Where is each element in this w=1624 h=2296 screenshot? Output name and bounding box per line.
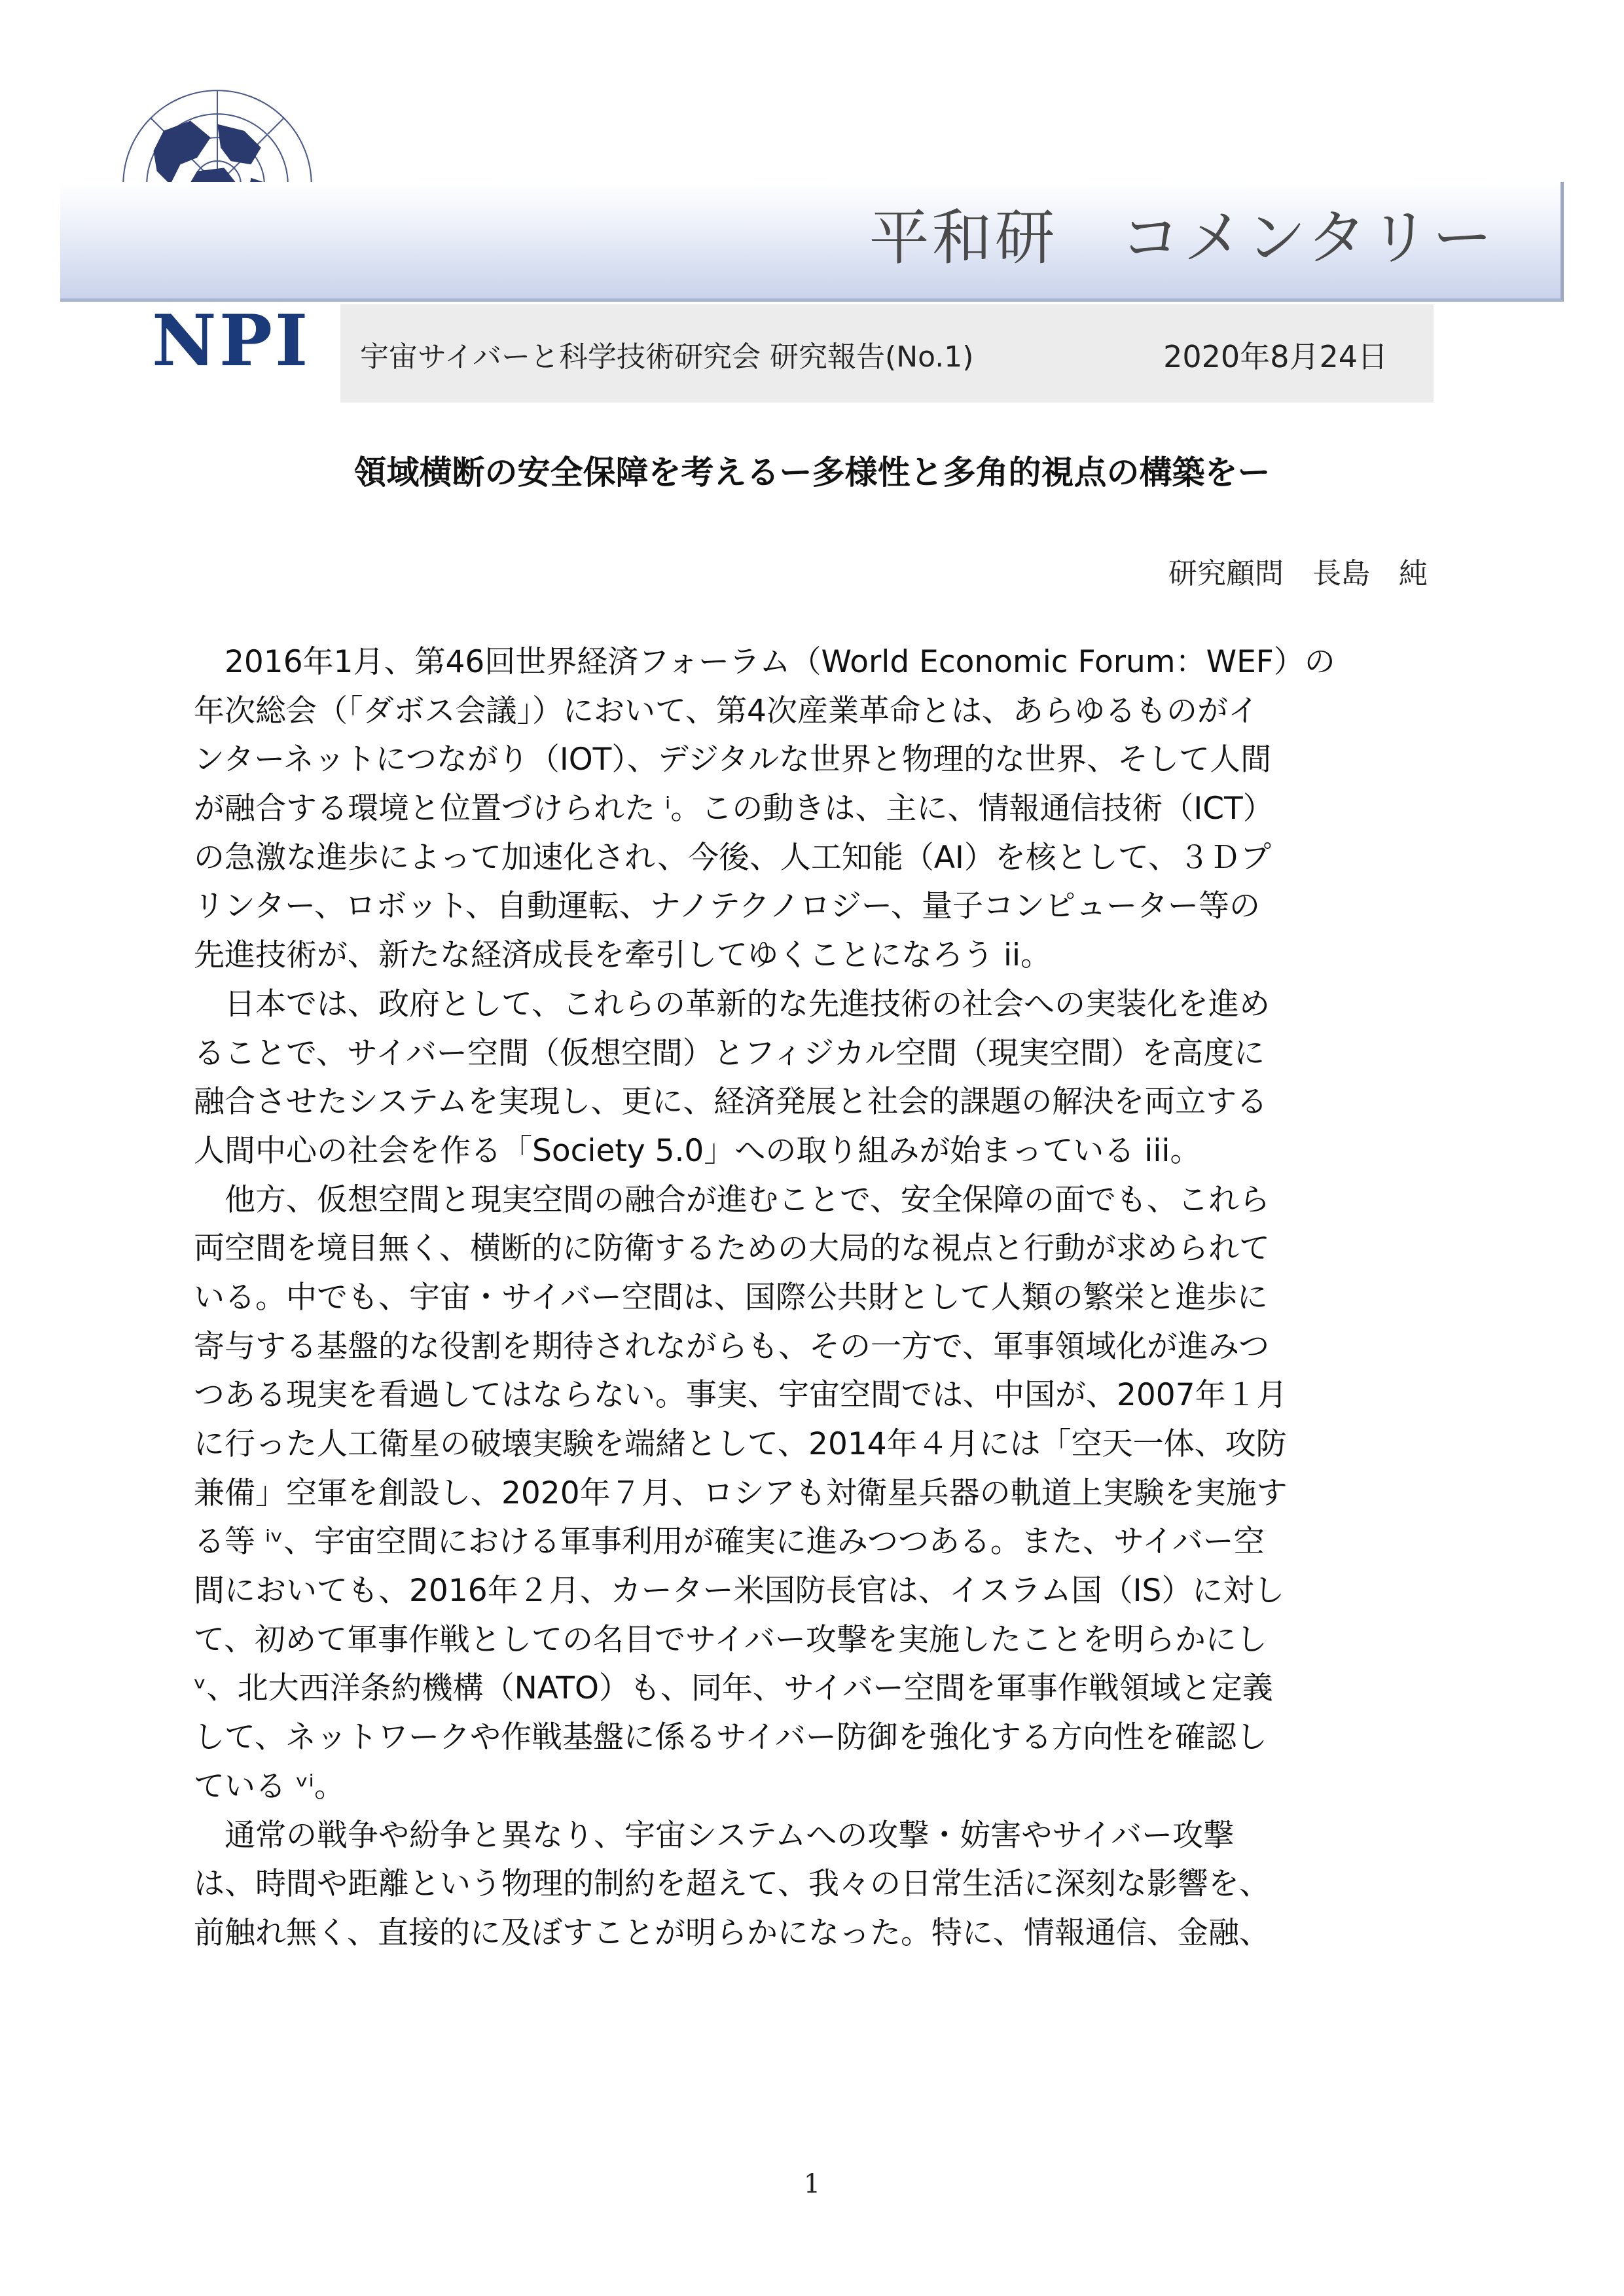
body-line: に行った人工衛星の破壊実験を端緒として、2014年４月には「空天一体、攻防 bbox=[194, 1426, 1287, 1462]
body-line: ている ᵛⁱ。 bbox=[194, 1768, 345, 1804]
report-date: 2020年8月24日 bbox=[1163, 339, 1388, 374]
body-text bbox=[194, 638, 1437, 1958]
body-line: いる。中でも、宇宙・サイバー空間は、国際公共財として人類の繁栄と進歩に bbox=[194, 1279, 1268, 1316]
body-line: リンター、ロボット、自動運転、ナノテクノロジー、量子コンピューター等の bbox=[194, 888, 1261, 925]
body-line: 間においても、2016年２月、カーター米国防長官は、イスラム国（IS）に対し bbox=[194, 1573, 1285, 1609]
body-line: が融合する環境と位置づけられた ⁱ。この動きは、主に、情報通信技術（ICT） bbox=[194, 791, 1274, 827]
body-line: 2016年1月、第46回世界経済フォーラム（World Economic Forum：WEF）の bbox=[194, 644, 1335, 680]
npi-logo-text: NPI bbox=[152, 300, 311, 382]
body-line: 寄与する基盤的な役割を期待されながらも、その一方で、軍事領域化が進みつ bbox=[194, 1328, 1270, 1365]
body-line: る等 ⁱᵛ、宇宙空間における軍事利用が確実に進みつつある。また、サイバー空 bbox=[194, 1524, 1265, 1560]
body-line: 年次総会（「ダボス会議」）において、第4次産業革命とは、あらゆるものがイ bbox=[194, 692, 1259, 729]
body-line: ᵛ、北大西洋条約機構（NATO）も、同年、サイバー空間を軍事作戦領域と定義 bbox=[194, 1670, 1273, 1707]
body-line: の急激な進歩によって加速化され、今後、人工知能（AI）を核として、３Ｄプ bbox=[194, 839, 1271, 876]
banner-title: 平和研 コメンタリー bbox=[869, 203, 1495, 273]
body-line: つある現実を看過してはならない。事実、宇宙空間では、中国が、2007年１月 bbox=[194, 1377, 1288, 1414]
body-line: 先進技術が、新たな経済成長を牽引してゆくことになろう ii。 bbox=[194, 937, 1052, 974]
report-info-bar bbox=[340, 304, 1434, 403]
document-title: 領域横断の安全保障を考えるー多様性と多角的視点の構築をー bbox=[353, 454, 1271, 492]
body-line: 通常の戦争や紛争と異なり、宇宙システムへの攻撃・妨害やサイバー攻撃 bbox=[194, 1817, 1235, 1854]
body-line: 両空間を境目無く、横断的に防衛するための大局的な視点と行動が求められて bbox=[194, 1230, 1271, 1267]
body-line: は、時間や距離という物理的制約を超えて、我々の日常生活に深刻な影響を、 bbox=[194, 1866, 1271, 1903]
body-line: 兼備」空軍を創設し、2020年７月、ロシアも対衛星兵器の軌道上実験を実施す bbox=[194, 1475, 1288, 1511]
body-line: 前触れ無く、直接的に及ぼすことが明らかになった。特に、情報通信、金融、 bbox=[194, 1914, 1271, 1951]
body-line: て、初めて軍事作戦としての名目でサイバー攻撃を実施したことを明らかにし bbox=[194, 1621, 1267, 1658]
body-line: して、ネットワークや作戦基盤に係るサイバー防御を強化する方向性を確認し bbox=[194, 1719, 1267, 1756]
header-banner bbox=[60, 182, 1564, 302]
page-number: 1 bbox=[803, 2169, 821, 2199]
body-line: ンターネットにつながり（IOT）、デジタルな世界と物理的な世界、そして人間 bbox=[194, 742, 1272, 778]
body-line: 他方、仮想空間と現実空間の融合が進むことで、安全保障の面でも、これら bbox=[194, 1181, 1271, 1218]
body-line: 人間中心の社会を作る「Society 5.0」への取り組みが始まっている iii。 bbox=[194, 1132, 1201, 1169]
author-line: 研究顧問 長島 純 bbox=[1168, 557, 1428, 590]
body-line: 日本では、政府として、これらの革新的な先進技術の社会への実装化を進め bbox=[194, 986, 1271, 1022]
report-label: 宇宙サイバーと科学技術研究会 研究報告(No.1) bbox=[360, 340, 974, 374]
body-line: ることで、サイバー空間（仮想空間）とフィジカル空間（現実空間）を高度に bbox=[194, 1035, 1265, 1071]
body-line: 融合させたシステムを実現し、更に、経済発展と社会的課題の解決を両立する bbox=[194, 1084, 1268, 1121]
